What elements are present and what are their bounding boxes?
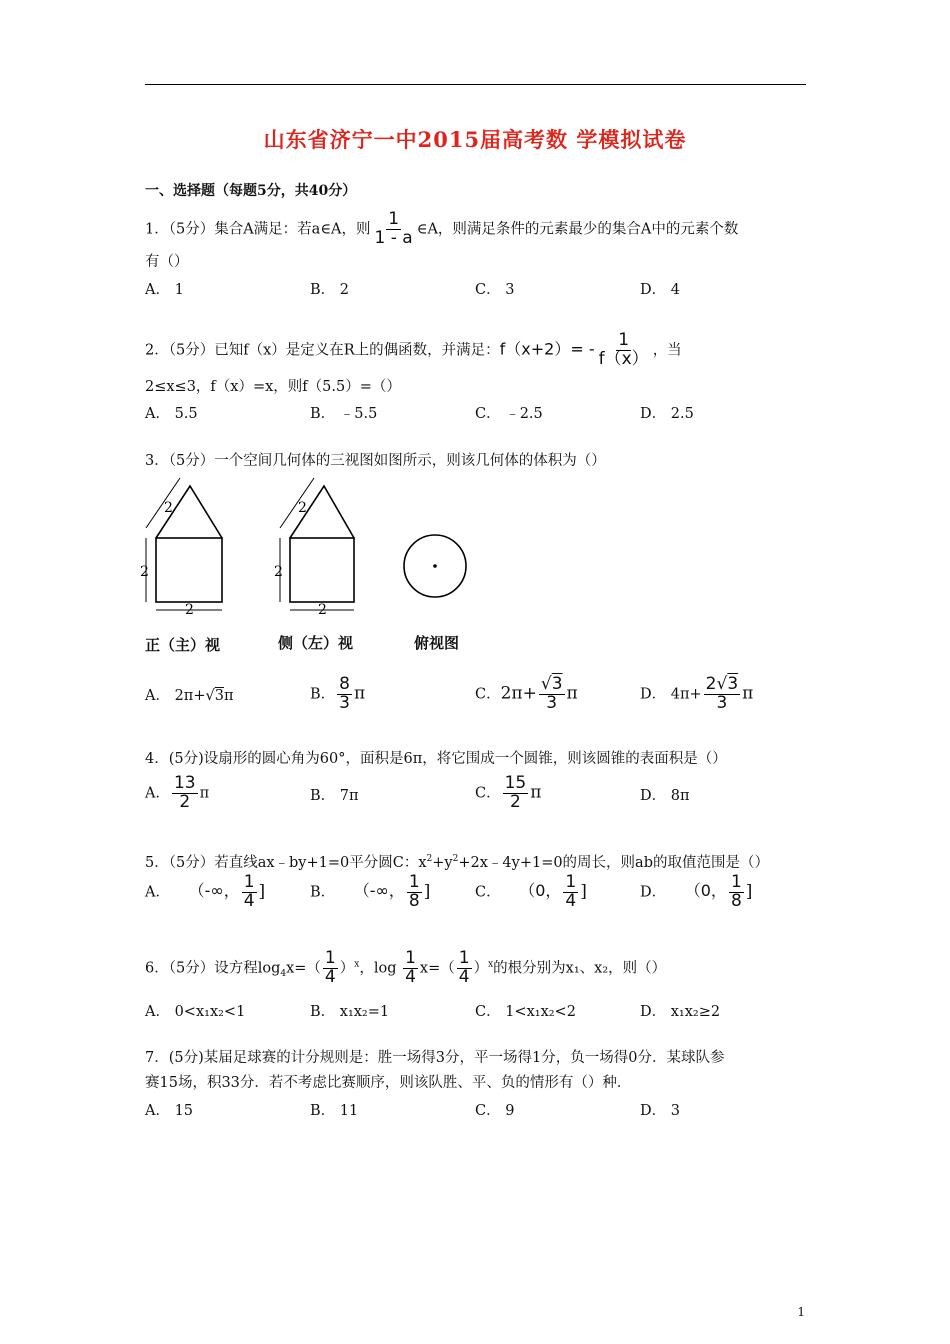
question-text: ） [473,960,489,977]
page-title: 山东省济宁一中2015届高考数 学模拟试卷 [263,127,687,152]
q7-option-c: C． 9 [475,1103,515,1119]
question-7-line-2: 赛15场，积33分．若不考虑比赛顺序，则该队胜、平、负的情形有（）种． [145,1075,632,1091]
q1-option-c: C． 3 [475,282,515,298]
denominator: 2 [179,791,191,812]
q7-option-b: B． 11 [310,1103,359,1119]
q3-option-a: A． 2π+√3π [145,688,234,704]
question-6-text [145,950,666,987]
superscript: x [354,959,360,970]
log-base-fraction [403,950,418,987]
superscript: x [488,959,494,970]
q4-option-a [145,775,209,812]
fraction [373,211,415,248]
question-text: +y [432,854,453,871]
numerator: 1 [408,872,420,892]
fraction [337,676,352,713]
question-2-line-1 [145,332,682,369]
numerator: 15 [504,773,527,793]
coefficient: 2 [705,674,717,694]
subscript: 4 [280,969,287,980]
option-text: D． [640,884,667,901]
option-text: C． [475,686,501,703]
question-text: ，log [359,960,402,977]
page-number: 1 [797,1305,805,1319]
numerator: 1 [618,330,630,350]
fraction [323,950,338,987]
q4-option-b: B． 7π [310,788,359,804]
fraction [457,950,472,987]
option-text: 2π+ [500,683,537,704]
question-text: x=（ [419,960,455,977]
numerator: 1 [405,948,416,968]
q3-option-d [640,676,753,713]
option-text: C． [475,884,501,901]
top-view-center [433,564,437,568]
option-text: π [530,782,542,803]
q6-option-c: C． 1<x₁x₂<2 [475,1004,576,1020]
question-3-text: 3．（5分）一个空间几何体的三视图如图所示，则该几何体的体积为（） [145,453,606,469]
interval: （-∞， [353,881,405,901]
denominator: 8 [408,890,420,911]
q5-option-d [640,874,752,911]
q1-option-a: A． 1 [145,282,184,298]
denominator: 3 [716,692,728,713]
denominator: 4 [405,966,416,987]
side-body [290,538,354,602]
fraction [563,874,578,911]
side-view-label: 侧（左）视 [278,634,354,652]
side-slant-label: 2 [298,500,307,516]
q2-option-c: C． ﹣2.5 [475,406,543,422]
question-1-text: 1．（5分）集合A满足：若a∈A，则 [145,221,371,238]
numerator: 1 [458,948,470,968]
q4-option-c [475,775,541,812]
denominator: f（x） [598,348,649,369]
superscript: 2 [452,854,459,864]
option-text: C． [475,785,501,802]
side-height-label: 2 [274,564,283,580]
option-text: B． [310,884,336,901]
denominator: 4 [243,890,255,911]
question-2-text: 2．（5分）已知f（x）是定义在R上的偶函数，并满足： [145,342,500,359]
question-text: ） [339,960,355,977]
q6-option-a: A． 0<x₁x₂<1 [145,1004,246,1020]
q7-option-a: A． 15 [145,1103,194,1119]
question-7-line-1: 7．(5分)某届足球赛的计分规则是：胜一场得3分，平一场得1分，负一场得0分．某球队参 [145,1050,725,1066]
q1-option-d: D． 4 [640,282,680,298]
option-text: A． [145,785,170,802]
q6-option-d: D． x₁x₂≥2 [640,1004,721,1020]
q5-option-b [310,874,430,911]
denominator: 4 [565,890,577,911]
denominator: 3 [339,692,350,713]
option-text: π [353,683,366,704]
fraction [729,874,744,911]
numerator: 8 [339,674,350,694]
top-view-label: 俯视图 [414,634,460,652]
header-rule [145,84,806,85]
option-text: A． [145,884,170,901]
q4-option-d: D． 8π [640,788,690,804]
numerator: 1 [730,872,742,892]
q5-option-a [145,874,265,911]
denominator: 1 - a [374,227,413,248]
superscript: 2 [426,854,433,864]
question-2-line-2: 2≤x≤3，f（x）=x，则f（5.5）=（） [145,379,401,395]
front-width-label: 2 [185,602,194,618]
question-1-line-1 [145,211,738,248]
question-5-text [145,849,769,873]
front-view-label: 正（主）视 [145,636,221,654]
question-text: 的根分别为x₁、x₂，则（） [493,960,667,977]
numerator: √3 [540,674,563,694]
numerator: 1 [243,872,255,892]
numerator: 2√3 [705,674,739,694]
question-1-text-2: ∈A，则满足条件的元素最少的集合A中的元素个数 [416,221,739,238]
radicand: 3 [727,674,739,694]
front-slant-label: 2 [164,500,173,516]
interval-close: ] [580,881,587,902]
fraction [704,676,741,713]
question-2-text-2: ，当 [652,342,682,359]
numerator: 1 [388,209,400,229]
q2-option-b: B． ﹣5.5 [310,406,378,422]
denominator: 4 [458,966,470,987]
radicand: 3 [551,674,563,694]
q5-option-c [475,874,587,911]
option-text: B． [310,686,336,703]
option-text: A． 2π+ [145,688,206,704]
interval: （0， [684,881,727,901]
q3-option-b [310,676,365,713]
option-text: D． 4π+ [640,686,702,703]
three-view-figure [140,470,480,620]
numerator: 1 [324,948,336,968]
interval-close: ] [745,881,753,902]
denominator: 2 [510,791,521,812]
interval-close: ] [258,881,266,902]
q2-option-d: D． 2.5 [640,406,694,422]
denominator: 3 [546,692,558,713]
question-4-text: 4．(5分)设扇形的圆心角为60°，面积是6π，将它围成一个圆锥，则该圆锥的表面积是（） [145,751,727,767]
interval: （0， [519,881,562,901]
fraction [597,332,651,369]
q3-option-c [475,676,578,713]
option-text: π [223,688,234,704]
fraction [503,775,529,812]
fraction [539,676,565,713]
interval-close: ] [423,881,431,902]
denominator: 4 [324,966,336,987]
option-text: π [566,683,578,704]
numerator: 13 [173,773,196,793]
interval: （-∞， [188,881,240,901]
section-heading: 一、选择题（每题5分，共40分） [145,183,357,199]
option-text: π [742,683,754,704]
question-text: x=（ [286,960,321,977]
fraction [172,775,198,812]
question-text: 6．（5分）设方程log [145,960,281,977]
numerator: 1 [565,872,577,892]
question-text: +2x﹣4y+1=0的周长，则ab的取值范围是（） [458,854,769,871]
front-height-label: 2 [140,564,149,580]
q2-option-a: A． 5.5 [145,406,198,422]
question-text: 5．（5分）若直线ax﹣by+1=0平分圆C：x [145,854,427,871]
option-text: π [199,785,210,802]
q7-option-d: D． 3 [640,1103,680,1119]
denominator: 8 [730,890,742,911]
question-1-line-2: 有（） [145,254,189,270]
fraction [407,874,422,911]
front-body [156,538,222,602]
fraction [242,874,257,911]
q1-option-b: B． 2 [310,282,349,298]
formula: f（x+2）= - [499,339,595,359]
q6-option-b: B． x₁x₂=1 [310,1004,390,1020]
radicand: 3 [214,688,224,704]
side-width-label: 2 [318,602,327,618]
